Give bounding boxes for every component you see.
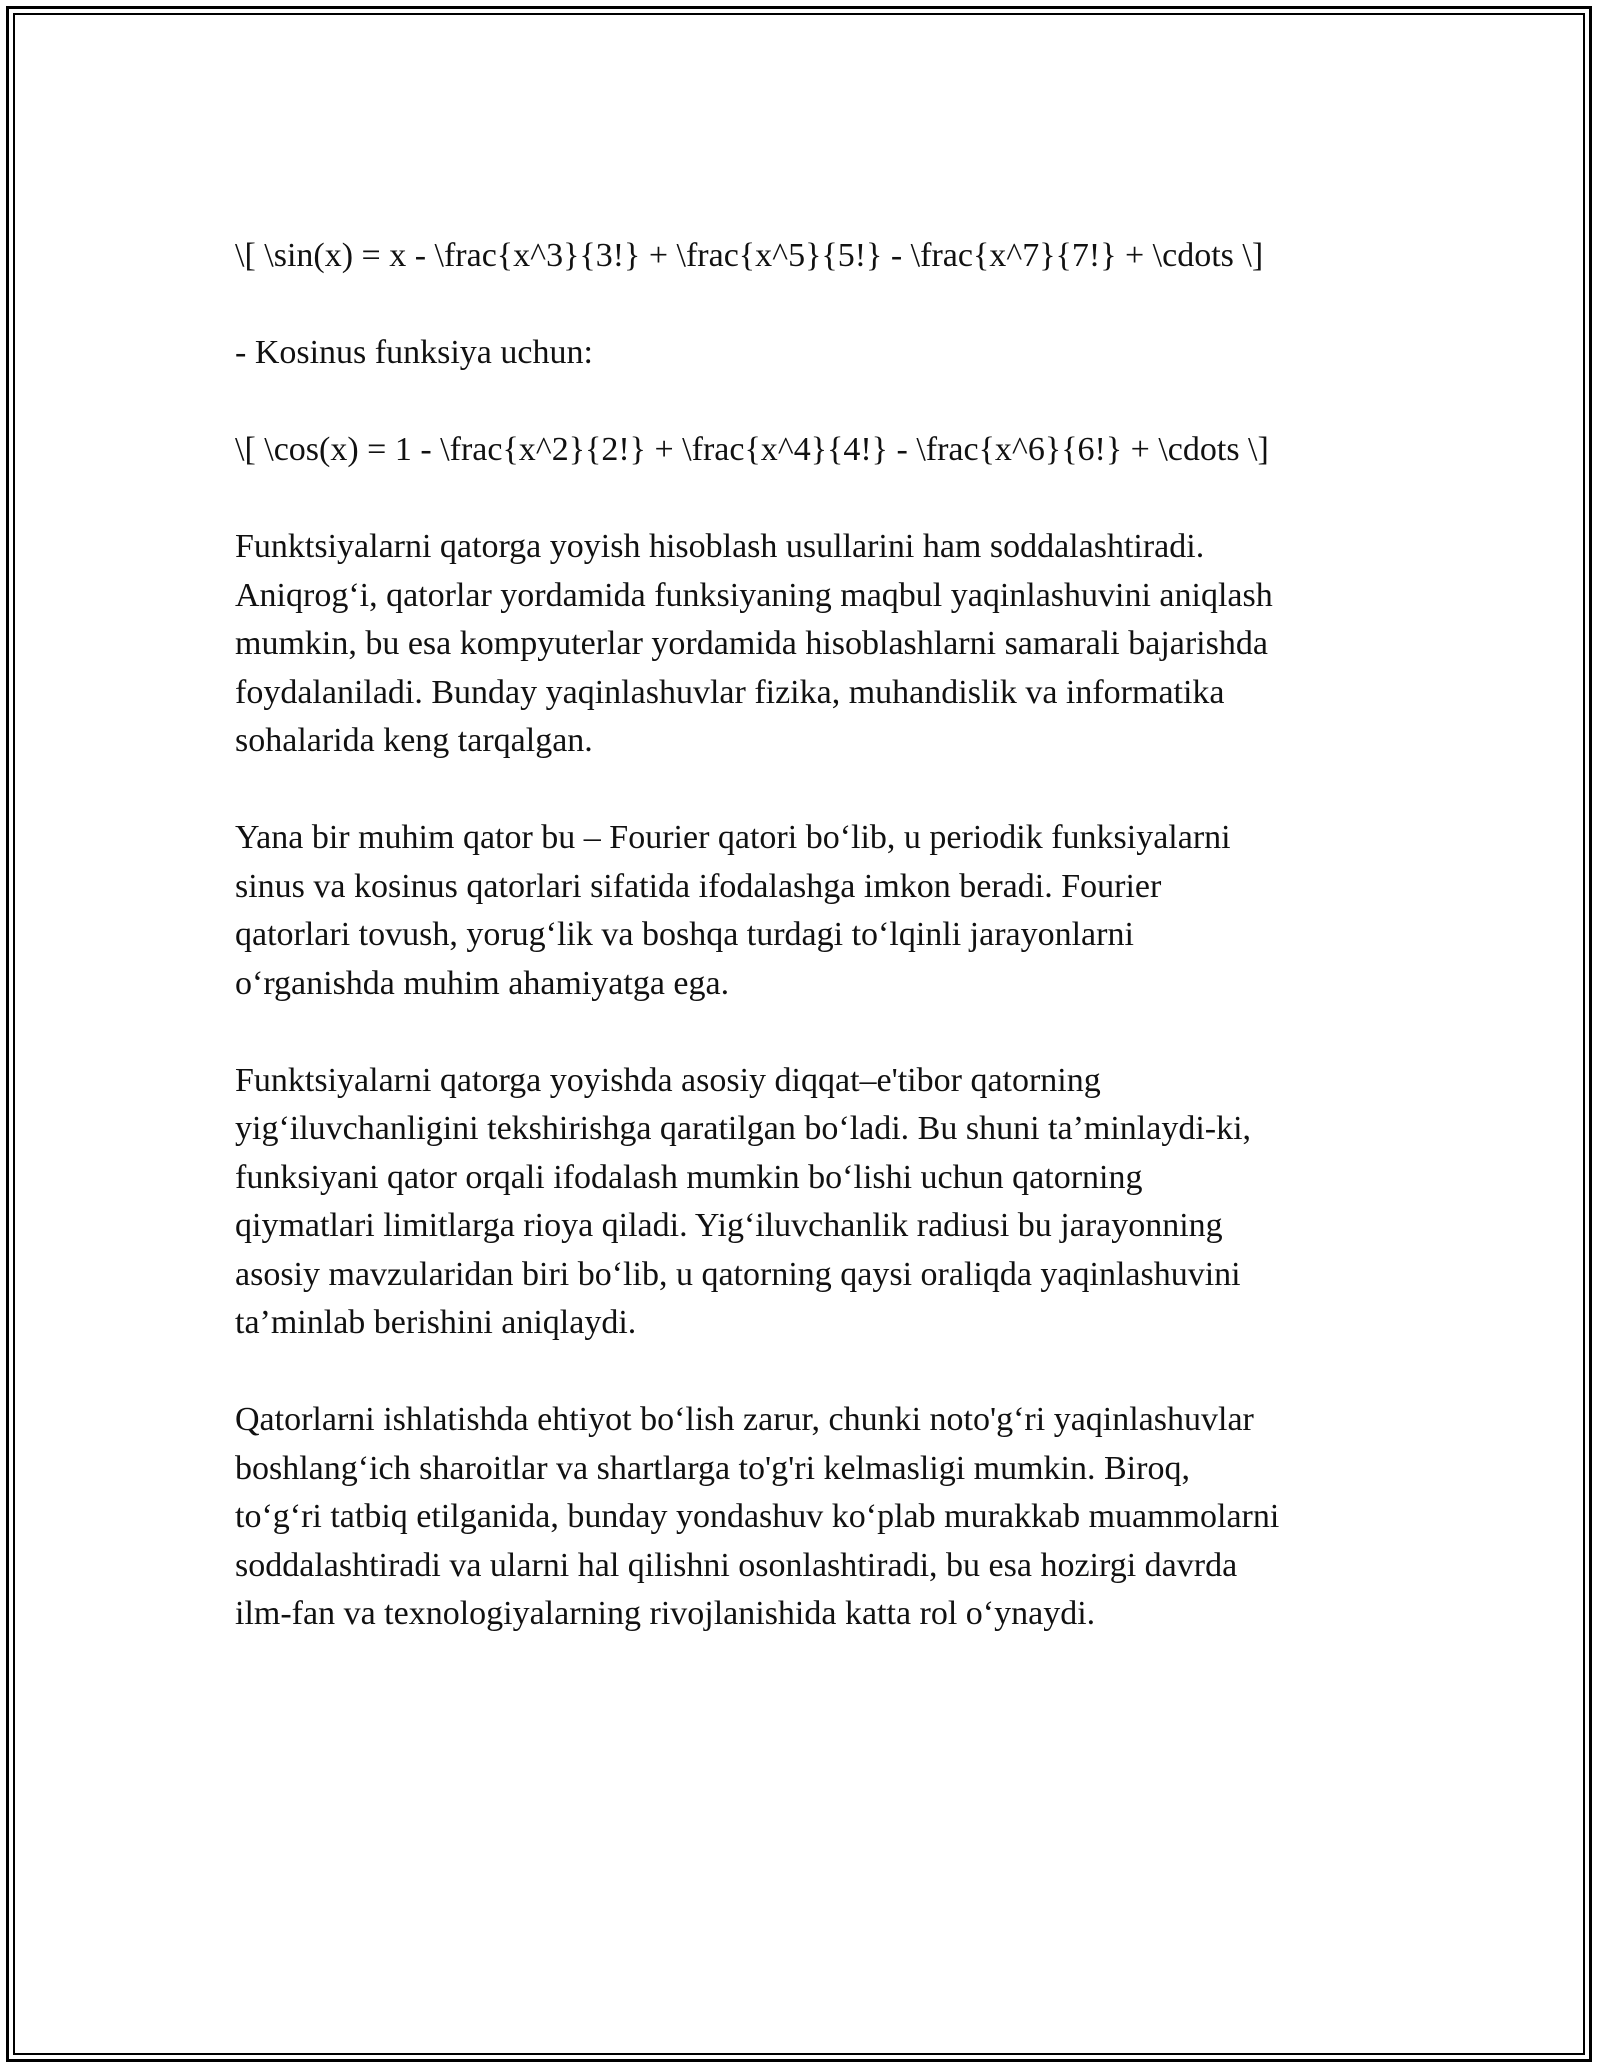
text-line: \[ \sin(x) = x - \frac{x^3}{3!} + \frac{x^5}{5!} - \frac{x^7}{7!} + \cdots \] <box>235 237 1264 274</box>
document-body <box>235 232 1375 1687</box>
text-line: Funktsiyalarni qatorga yoyish hisoblash usullarini ham soddalashtiradi. <box>235 528 1205 565</box>
text-line: soddalashtiradi va ularni hal qilishni osonlashtiradi, bu esa hozirgi davrda <box>235 1546 1238 1584</box>
text-line: qatorlari tovush, yorug‘lik va boshqa turdagi to‘lqinli jarayonlarni <box>235 916 1134 953</box>
sin-series-formula <box>235 232 1375 281</box>
cosine-heading-item <box>235 329 1375 378</box>
text-line: asosiy mavzularidan biri bo‘lib, u qatorning qaysi oraliqda yaqinlashuvini <box>235 1255 1241 1293</box>
text-line: mumkin, bu esa kompyuterlar yordamida hisoblashlarni samarali bajarishda <box>235 625 1268 662</box>
text-line: o‘rganishda muhim ahamiyatga ega. <box>235 964 730 1002</box>
text-line: \[ \cos(x) = 1 - \frac{x^2}{2!} + \frac{x^4}{4!} - \frac{x^6}{6!} + \cdots \] <box>235 431 1269 468</box>
text-line: sinus va kosinus qatorlari sifatida ifodalashga imkon beradi. Fourier <box>235 867 1162 905</box>
text-line: yig‘iluvchanligini tekshirishga qaratilgan bo‘ladi. Bu shuni ta’minlaydi-ki, <box>235 1110 1252 1147</box>
text-line: Funktsiyalarni qatorga yoyishda asosiy diqqat–e'tibor qatorning <box>235 1061 1101 1099</box>
text-line: qiymatlari limitlarga rioya qiladi. Yig‘iluvchanlik radiusi bu jarayonning <box>235 1207 1223 1244</box>
text-line: foydalaniladi. Bunday yaqinlashuvlar fizika, muhandislik va informatika <box>235 673 1225 711</box>
paragraph-caution <box>235 1396 1375 1639</box>
text-line: boshlang‘ich sharoitlar va shartlarga to'g'ri kelmasligi mumkin. Biroq, <box>235 1449 1190 1487</box>
text-line: ta’minlab berishini aniqlaydi. <box>235 1304 637 1341</box>
paragraph-convergence <box>235 1057 1375 1348</box>
text-line: ilm-fan va texnologiyalarning rivojlanishida katta rol o‘ynaydi. <box>235 1595 1096 1632</box>
text-line: to‘g‘ri tatbiq etilganida, bunday yondashuv ko‘plab murakkab muammolarni <box>235 1498 1280 1535</box>
text-line: funksiyani qator orqali ifodalash mumkin bo‘lishi uchun qatorning <box>235 1158 1143 1196</box>
cos-series-formula <box>235 426 1375 475</box>
text-line: Qatorlarni ishlatishda ehtiyot bo‘lish zarur, chunki noto'g‘ri yaqinlashuvlar <box>235 1401 1254 1438</box>
paragraph-fourier <box>235 814 1375 1008</box>
text-line: Yana bir muhim qator bu – Fourier qatori bo‘lib, u periodik funksiyalarni <box>235 819 1231 856</box>
text-line: - Kosinus funksiya uchun: <box>235 334 593 371</box>
paragraph-series-simplification <box>235 523 1375 766</box>
text-line: sohalarida keng tarqalgan. <box>235 722 593 759</box>
text-line: Aniqrog‘i, qatorlar yordamida funksiyaning maqbul yaqinlashuvini aniqlash <box>235 576 1273 614</box>
